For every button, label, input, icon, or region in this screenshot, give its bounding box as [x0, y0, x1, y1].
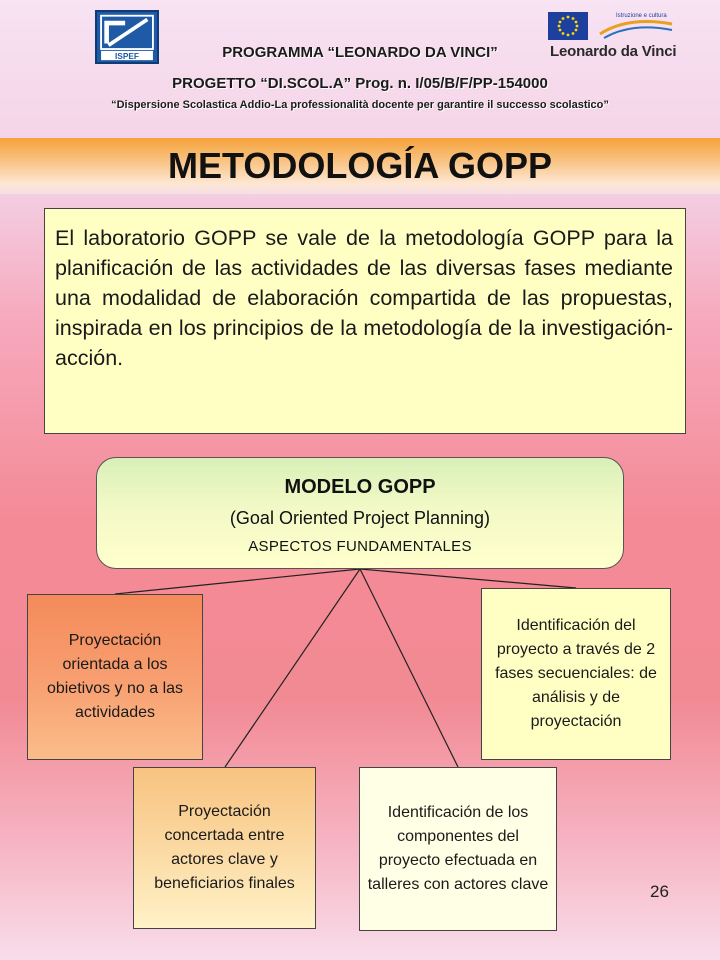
connector-box-1 [115, 569, 360, 594]
programme-heading: PROGRAMMA “LEONARDO DA VINCI” [222, 44, 498, 61]
project-subtitle: “Dispersione Scolastica Addio-La professionalità docente per garantire il successo scolastico” [111, 99, 609, 111]
page-number: 26 [650, 882, 669, 901]
ld-logo-small-text: Istruzione e cultura [616, 13, 667, 19]
aspect-text: Proyectación orientada a los obietivos y no a las actividades [46, 632, 184, 721]
connector-box-3 [225, 569, 360, 767]
model-gopp-box [96, 457, 624, 569]
model-title: MODELO GOPP [284, 476, 436, 498]
ld-logo-text: Leonardo da Vinci [550, 43, 677, 60]
ispef-logo-text: ISPEF [114, 51, 140, 62]
aspect-text: Identificación de los componentes del proyecto efectuada en talleres con actores clave [367, 804, 549, 893]
intro-box [44, 208, 686, 434]
eu-flag-icon [548, 12, 588, 40]
model-subtitle: (Goal Oriented Project Planning) [229, 508, 491, 528]
intro-text: El laboratorio GOPP se vale de la metodología GOPP para la planificación de las actividades de las diversas fases mediante una modalidad de elaboración compartida de las propuestas, inspirada en los principios de la metodología de la investigación-acción. [55, 226, 673, 370]
connector-box-4 [360, 569, 458, 767]
connector-box-2 [360, 569, 576, 588]
aspect-box-objectives [27, 594, 203, 760]
model-aspects: ASPECTOS FUNDAMENTALES [248, 538, 472, 555]
aspect-text: Identificación del proyecto a través de 2 fases secuenciales: de análisis y de proyectación [495, 617, 657, 730]
aspect-box-identification-phases [481, 588, 671, 760]
aspect-box-concerted-planning [133, 767, 316, 929]
aspect-text: Proyectación concertada entre actores clave y beneficiarios finales [154, 803, 295, 892]
page-title: METODOLOGÍA GOPP [167, 145, 553, 186]
aspect-box-components-workshops [359, 767, 557, 931]
project-heading: PROGETTO “DI.SCOL.A” Prog. n. I/05/B/F/PP-154000 [172, 75, 548, 92]
